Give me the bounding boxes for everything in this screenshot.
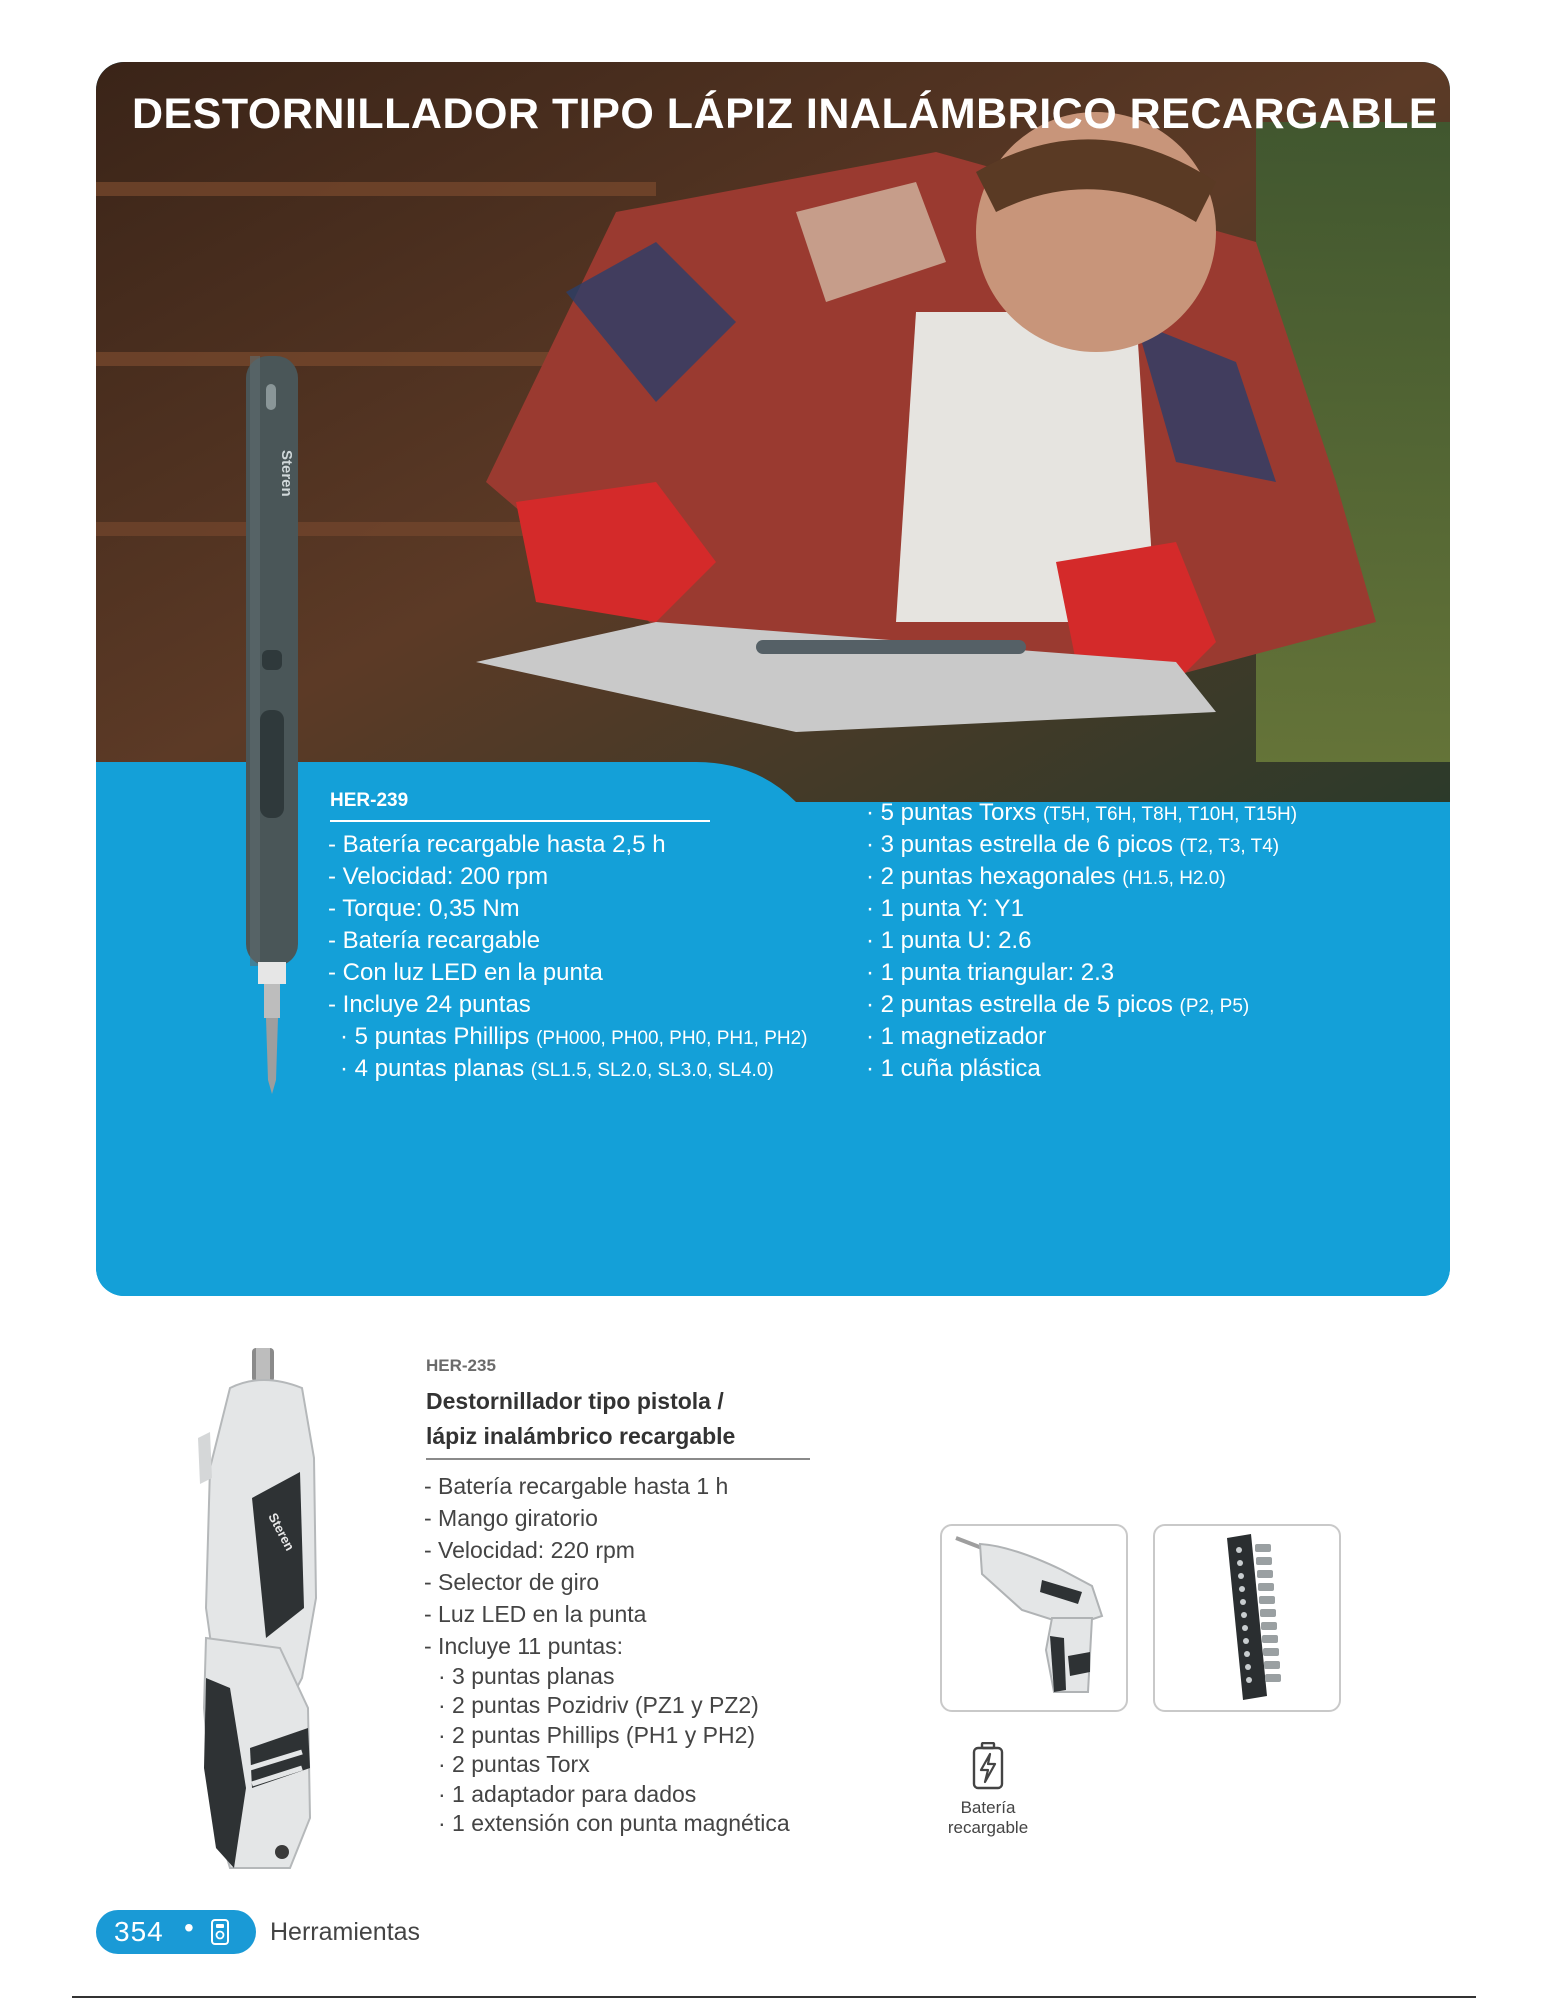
pen-screwdriver-image [236,350,308,1100]
battery-label-line1: Batería [960,1798,1016,1817]
pen-brand-logo: Steren [278,450,295,497]
product-title-line2: lápiz inalámbrico recargable [426,1423,736,1449]
spec-item: · 3 puntas estrella de 6 picos (T2, T3, T4) [866,831,1280,858]
bit-set-image [1155,1526,1339,1710]
pistol-brand-logo: Steren [265,1510,298,1554]
thumbnail-pistol-mode[interactable] [940,1524,1128,1712]
spec-item: · 5 puntas Torxs (T5H, T6H, T8H, T10H, T15H) [866,799,1298,826]
remote-control-icon [210,1919,230,1945]
spec-item: - Incluye 24 puntas [328,991,531,1018]
spec-item: · 2 puntas estrella de 5 picos (P2, P5) [866,991,1250,1018]
battery-feature-label [926,1798,1050,1838]
spec-item: - Velocidad: 200 rpm [328,863,549,890]
page-number: 354 [114,1916,164,1947]
divider [426,1458,810,1460]
hero-title: DESTORNILLADOR TIPO LÁPIZ INALÁMBRICO RECARGABLE [132,90,1439,138]
spec-item: - Torque: 0,35 Nm [328,895,520,922]
spec-item: · 1 extensión con punta magnética [438,1809,790,1836]
spec-item: - Luz LED en la punta [424,1601,647,1627]
spec-item: - Batería recargable hasta 1 h [424,1473,729,1499]
spec-item: - Batería recargable hasta 2,5 h [328,831,666,858]
divider [330,820,710,822]
thumbnail-bit-set[interactable] [1153,1524,1341,1712]
pistol-mode-image [942,1526,1126,1710]
spec-item: · 5 puntas Phillips (PH000, PH00, PH0, PH1, PH2) [340,1023,808,1050]
pistol-screwdriver-image [190,1348,350,1878]
spec-item: - Con luz LED en la punta [328,959,603,986]
model-code-her-239: HER-239 [330,790,409,811]
spec-item: - Selector de giro [424,1569,600,1595]
spec-item: · 2 puntas Pozidriv (PZ1 y PZ2) [438,1692,759,1719]
separator-dot: • [184,1912,194,1943]
product-title [426,1384,735,1454]
spec-item: · 1 punta triangular: 2.3 [866,959,1115,986]
product-title-line1: Destornillador tipo pistola / [426,1388,724,1414]
spec-item: · 1 punta Y: Y1 [866,895,1024,922]
model-code-her-235: HER-235 [426,1356,496,1375]
spec-item: · 1 adaptador para dados [438,1780,697,1807]
bottom-divider [72,1996,1476,1998]
spec-list-left [328,829,808,1085]
spec-list-her-235 [424,1470,790,1838]
section-label: Herramientas [270,1918,421,1946]
spec-item: - Mango giratorio [424,1505,598,1531]
spec-item: · 1 magnetizador [866,1023,1047,1050]
battery-charge-icon [970,1742,1006,1790]
spec-item: - Velocidad: 220 rpm [424,1537,635,1563]
spec-item: · 4 puntas planas (SL1.5, SL2.0, SL3.0, SL4.0) [340,1055,774,1082]
spec-item: · 3 puntas planas [438,1663,615,1689]
page-number-badge [96,1910,256,1954]
spec-item: · 2 puntas Torx [438,1751,590,1778]
spec-list-right [866,797,1297,1085]
spec-item: - Batería recargable [328,927,541,954]
battery-label-line2: recargable [947,1818,1029,1837]
spec-item: · 2 puntas hexagonales (H1.5, H2.0) [866,863,1226,890]
spec-item: · 1 cuña plástica [866,1055,1041,1082]
spec-item: · 1 punta U: 2.6 [866,927,1032,954]
spec-item: · 2 puntas Phillips (PH1 y PH2) [438,1721,756,1748]
spec-item: - Incluye 11 puntas: [424,1633,624,1659]
